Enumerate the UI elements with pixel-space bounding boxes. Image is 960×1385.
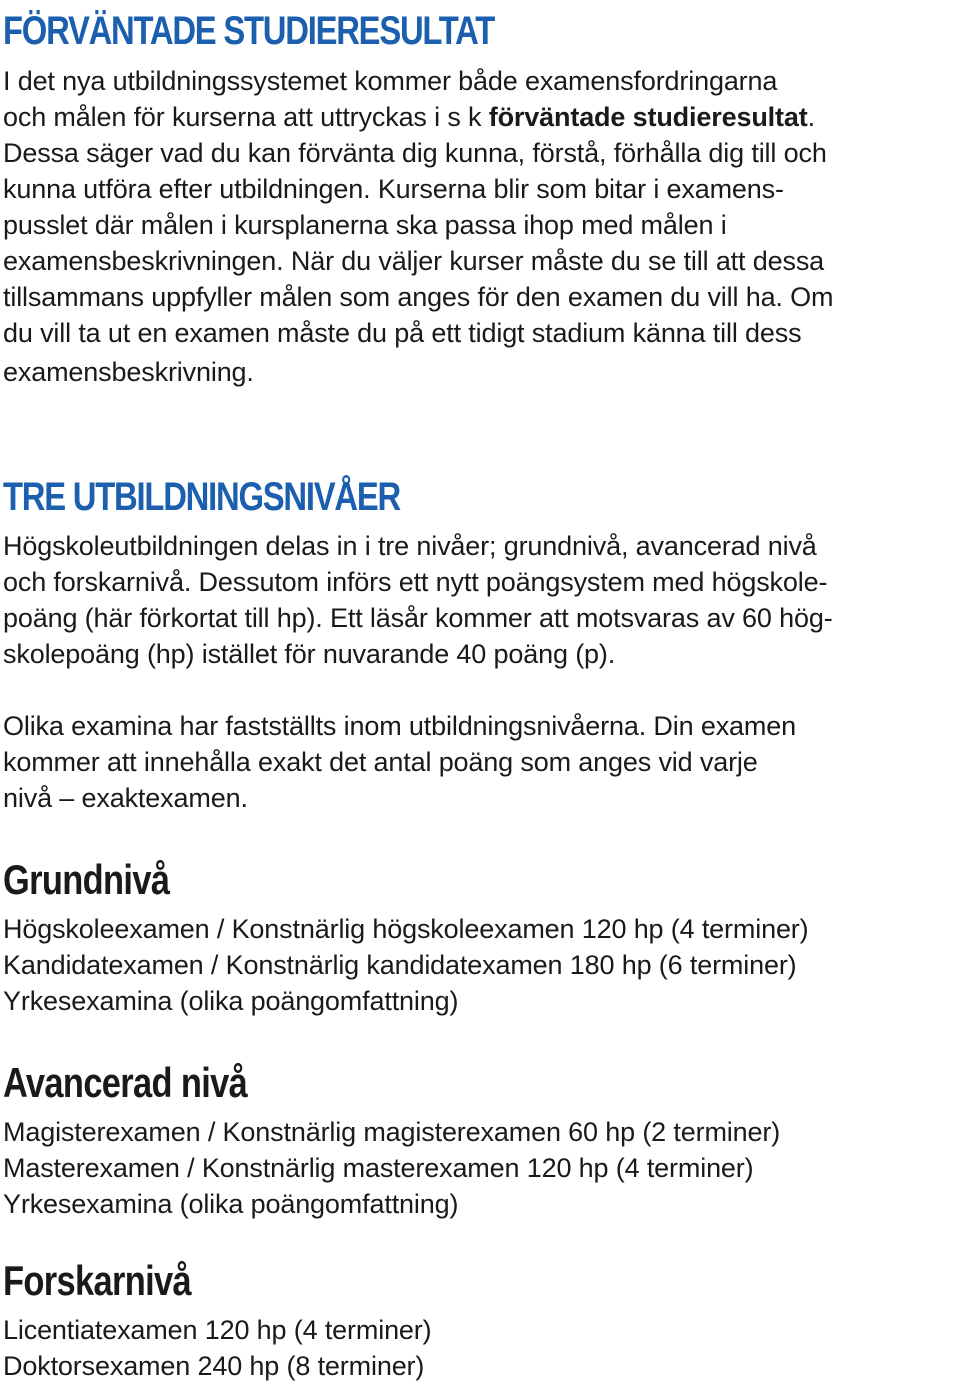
list-item: Licentiatexamen 120 hp (4 terminer) [3, 1315, 432, 1345]
heading-avancerad-niva: Avancerad nivå [3, 1059, 248, 1106]
list-avancerad-niva [3, 1114, 780, 1222]
paragraph-line: nivå – exaktexamen. [3, 783, 248, 813]
list-item: Magisterexamen / Konstnärlig magisterexamen 60 hp (2 terminer) [3, 1117, 781, 1147]
paragraph-examina [3, 708, 796, 816]
list-item: Doktorsexamen 240 hp (8 terminer) [3, 1351, 425, 1381]
paragraph-line: Högskoleutbildningen delas in i tre nivåer; grundnivå, avancerad nivå [3, 531, 817, 561]
paragraph-line: examensbeskrivning. [3, 357, 254, 387]
paragraph-line: Dessa säger vad du kan förvänta dig kunna, förstå, förhålla dig till och [3, 138, 827, 168]
heading-tre-utbildningsnivaer: TRE UTBILDNINGSNIVÅER [3, 475, 400, 519]
list-item: Yrkesexamina (olika poängomfattning) [3, 986, 459, 1016]
paragraph-line: Olika examina har fastställts inom utbildningsnivåerna. Din examen [3, 711, 796, 741]
list-item: Kandidatexamen / Konstnärlig kandidatexamen 180 hp (6 terminer) [3, 950, 797, 980]
paragraph-line: och forskarnivå. Dessutom införs ett nytt poängsystem med högskole- [3, 567, 828, 597]
list-item: Yrkesexamina (olika poängomfattning) [3, 1189, 459, 1219]
heading-grundniva: Grundnivå [3, 856, 170, 903]
heading-forskarniva: Forskarnivå [3, 1257, 192, 1304]
paragraph-line: poäng (här förkortat till hp). Ett läsår kommer att motsvaras av 60 hög- [3, 603, 833, 633]
paragraph-line: tillsammans uppfyller målen som anges för den examen du vill ha. Om [3, 282, 834, 312]
bold-term: förväntade studieresultat [488, 102, 808, 132]
list-item: Högskoleexamen / Konstnärlig högskoleexamen 120 hp (4 terminer) [3, 914, 809, 944]
paragraph-line: examensbeskrivningen. När du väljer kurser måste du se till att dessa [3, 246, 825, 276]
paragraph-line: och målen för kurserna att uttryckas i s k förväntade studieresultat. [3, 102, 815, 132]
list-grundniva [3, 911, 809, 1019]
paragraph-line: I det nya utbildningssystemet kommer både examensfordringarna [3, 66, 778, 96]
heading-forvantade-studieresultat: FÖRVÄNTADE STUDIERESULTAT [3, 9, 495, 53]
paragraph-line: kunna utföra efter utbildningen. Kurserna blir som bitar i examens- [3, 174, 784, 204]
paragraph-line: kommer att innehålla exakt det antal poäng som anges vid varje [3, 747, 758, 777]
paragraph-line: skolepoäng (hp) istället för nuvarande 40 poäng (p). [3, 639, 616, 669]
list-item: Masterexamen / Konstnärlig masterexamen 120 hp (4 terminer) [3, 1153, 754, 1183]
paragraph-line: du vill ta ut en examen måste du på ett tidigt stadium känna till dess [3, 318, 802, 348]
paragraph-forvantade-studieresultat [3, 63, 833, 390]
paragraph-utbildningsnivaer [3, 528, 833, 672]
list-forskarniva [3, 1312, 431, 1384]
paragraph-line: pusslet där målen i kursplanerna ska passa ihop med målen i [3, 210, 727, 240]
